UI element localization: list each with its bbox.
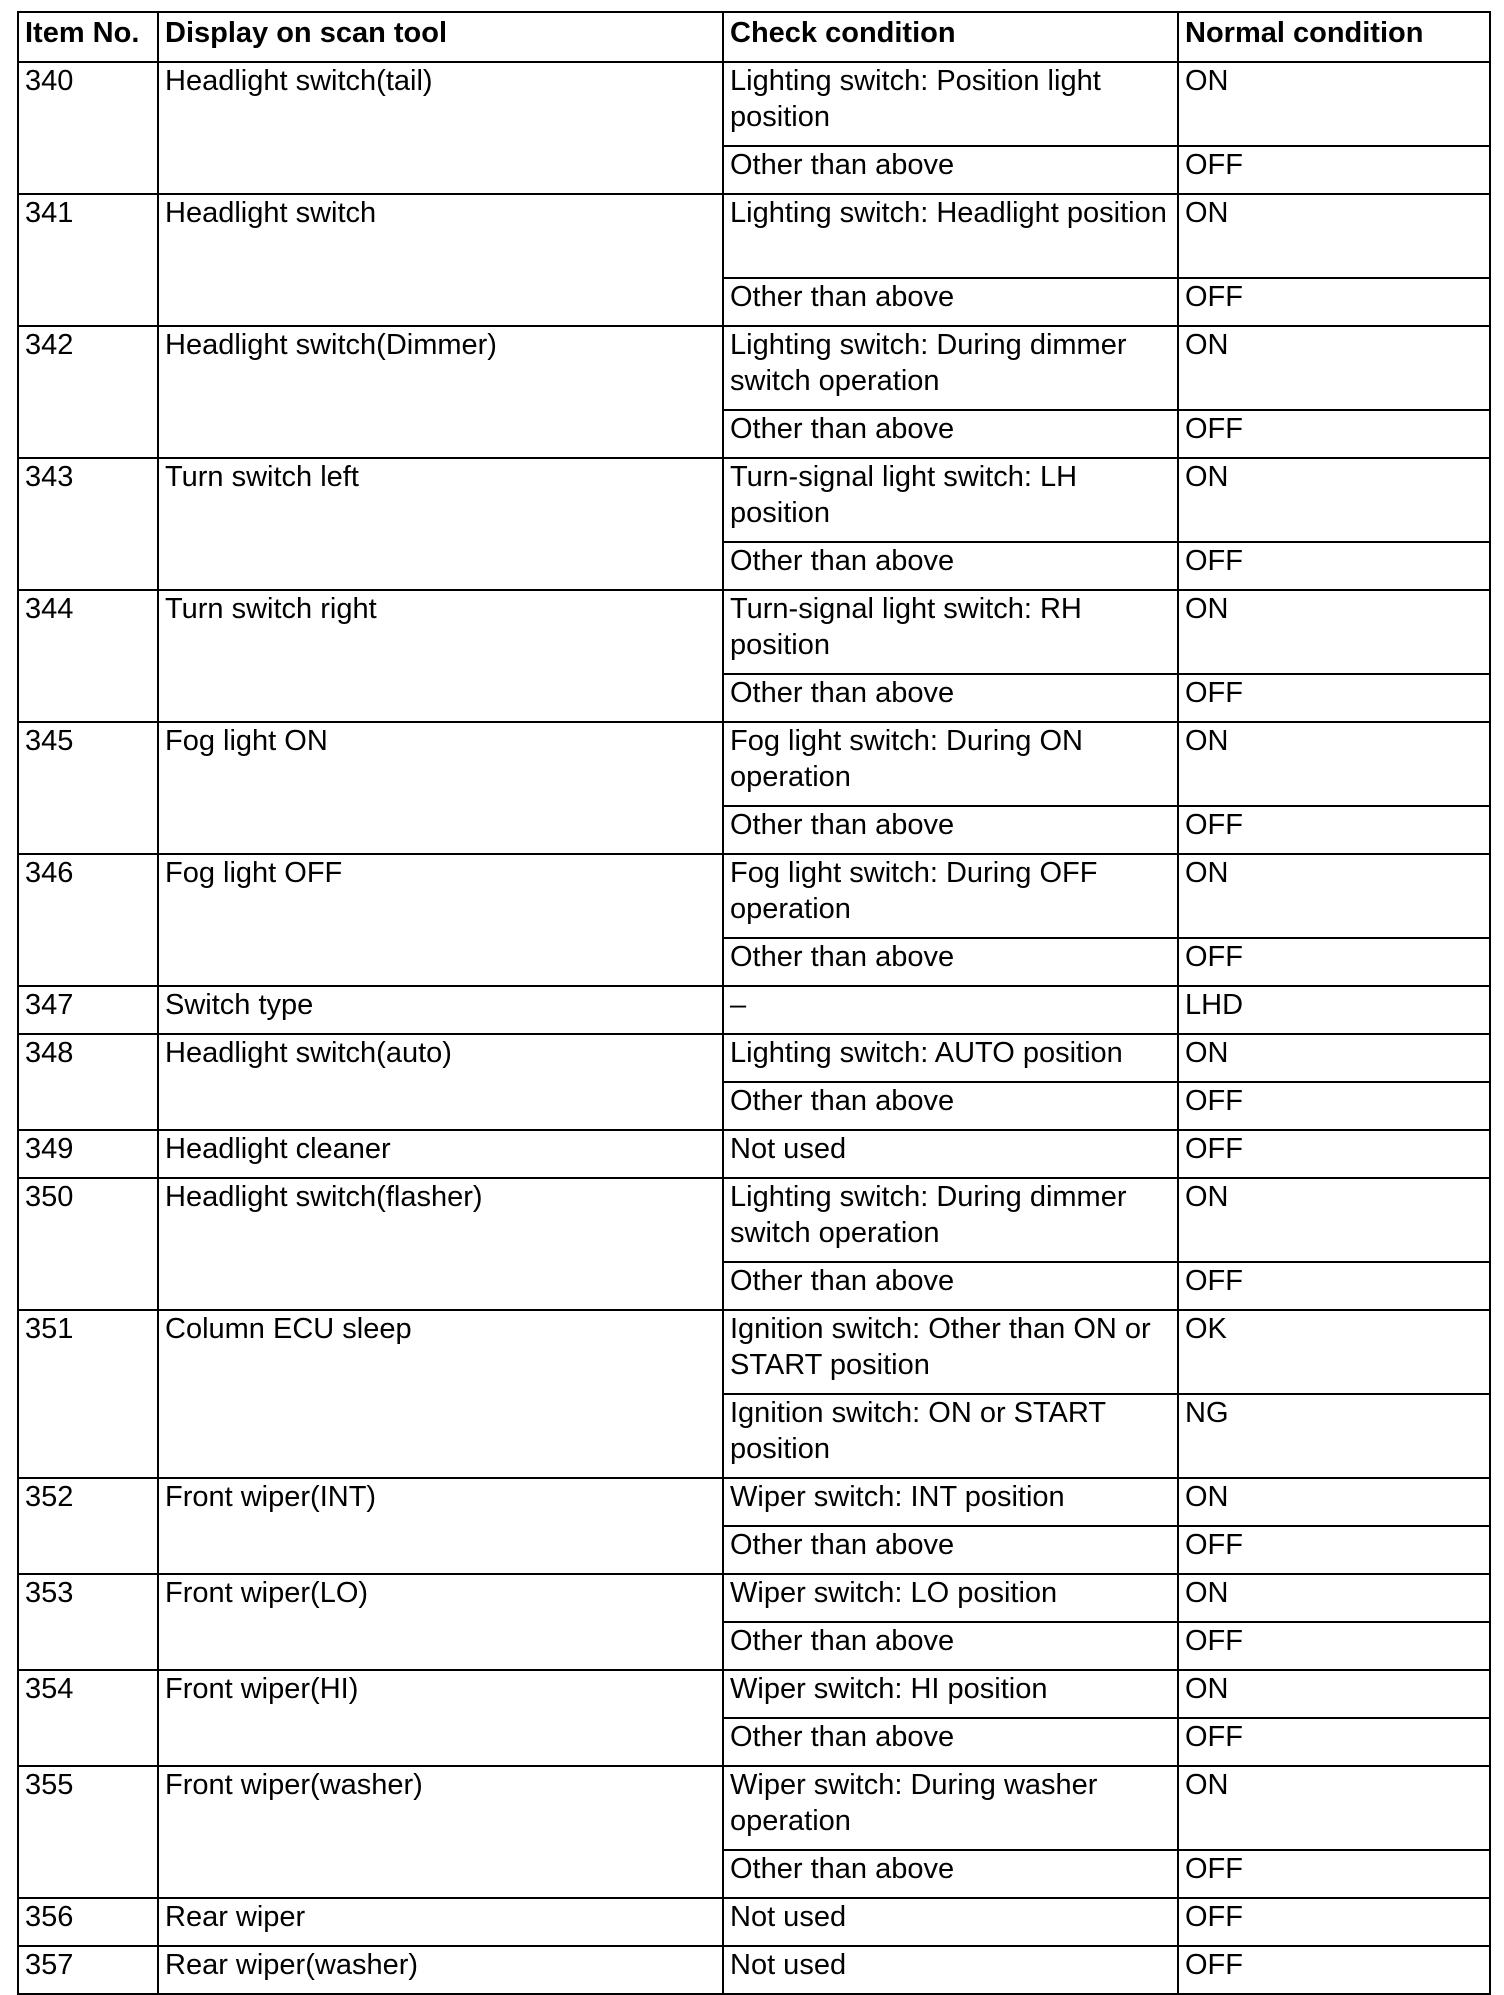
display-name-cell: Column ECU sleep — [158, 1310, 723, 1478]
table-row — [18, 722, 1490, 806]
check-condition-cell: Other than above — [723, 542, 1178, 590]
table-row — [18, 1574, 1490, 1622]
table-row — [18, 1310, 1490, 1394]
header-display-on-scan-tool: Display on scan tool — [158, 12, 723, 62]
check-condition-cell: Other than above — [723, 1526, 1178, 1574]
normal-condition-cell: ON — [1178, 1478, 1490, 1526]
normal-condition-cell: ON — [1178, 1574, 1490, 1622]
check-condition-cell: Not used — [723, 1946, 1178, 1994]
display-name-cell: Headlight cleaner — [158, 1130, 723, 1178]
check-condition-cell: Other than above — [723, 806, 1178, 854]
check-condition-cell: Other than above — [723, 674, 1178, 722]
display-name-cell: Fog light ON — [158, 722, 723, 854]
normal-condition-cell: OFF — [1178, 542, 1490, 590]
check-condition-cell: Other than above — [723, 278, 1178, 326]
check-condition-cell: Other than above — [723, 1622, 1178, 1670]
normal-condition-cell: OFF — [1178, 1130, 1490, 1178]
display-name-cell: Rear wiper — [158, 1898, 723, 1946]
display-name-cell: Front wiper(INT) — [158, 1478, 723, 1574]
data-monitor-table — [17, 11, 1491, 1995]
item-number-cell: 351 — [18, 1310, 158, 1478]
item-number-cell: 356 — [18, 1898, 158, 1946]
normal-condition-cell: ON — [1178, 1670, 1490, 1718]
item-number-cell: 353 — [18, 1574, 158, 1670]
check-condition-cell: Other than above — [723, 1850, 1178, 1898]
header-row — [18, 12, 1490, 62]
display-name-cell: Switch type — [158, 986, 723, 1034]
check-condition-cell: Other than above — [723, 1718, 1178, 1766]
normal-condition-cell: OK — [1178, 1310, 1490, 1394]
table-row — [18, 1034, 1490, 1082]
check-condition-cell: – — [723, 986, 1178, 1034]
normal-condition-cell: OFF — [1178, 1262, 1490, 1310]
table-row — [18, 1130, 1490, 1178]
display-name-cell: Front wiper(washer) — [158, 1766, 723, 1898]
item-number-cell: 355 — [18, 1766, 158, 1898]
item-number-cell: 343 — [18, 458, 158, 590]
item-number-cell: 346 — [18, 854, 158, 986]
normal-condition-cell: ON — [1178, 590, 1490, 674]
item-number-cell: 342 — [18, 326, 158, 458]
normal-condition-cell: ON — [1178, 1034, 1490, 1082]
item-number-cell: 352 — [18, 1478, 158, 1574]
normal-condition-cell: ON — [1178, 722, 1490, 806]
check-condition-cell: Turn-signal light switch: LH position — [723, 458, 1178, 542]
display-name-cell: Turn switch left — [158, 458, 723, 590]
display-name-cell: Fog light OFF — [158, 854, 723, 986]
check-condition-cell: Ignition switch: ON or START position — [723, 1394, 1178, 1478]
check-condition-cell: Wiper switch: LO position — [723, 1574, 1178, 1622]
table-row — [18, 62, 1490, 146]
normal-condition-cell: ON — [1178, 458, 1490, 542]
normal-condition-cell: NG — [1178, 1394, 1490, 1478]
normal-condition-cell: LHD — [1178, 986, 1490, 1034]
normal-condition-cell: OFF — [1178, 278, 1490, 326]
normal-condition-cell: OFF — [1178, 806, 1490, 854]
display-name-cell: Front wiper(LO) — [158, 1574, 723, 1670]
item-number-cell: 340 — [18, 62, 158, 194]
item-number-cell: 345 — [18, 722, 158, 854]
check-condition-cell: Other than above — [723, 1082, 1178, 1130]
display-name-cell: Turn switch right — [158, 590, 723, 722]
table-row — [18, 458, 1490, 542]
table-row — [18, 1898, 1490, 1946]
item-number-cell: 341 — [18, 194, 158, 326]
check-condition-cell: Other than above — [723, 1262, 1178, 1310]
table-row — [18, 326, 1490, 410]
item-number-cell: 344 — [18, 590, 158, 722]
normal-condition-cell: ON — [1178, 854, 1490, 938]
normal-condition-cell: OFF — [1178, 938, 1490, 986]
check-condition-cell: Other than above — [723, 938, 1178, 986]
normal-condition-cell: OFF — [1178, 410, 1490, 458]
table-row — [18, 986, 1490, 1034]
header-item-no: Item No. — [18, 12, 158, 62]
check-condition-cell: Lighting switch: Headlight position — [723, 194, 1178, 278]
check-condition-cell: Ignition switch: Other than ON or START position — [723, 1310, 1178, 1394]
normal-condition-cell: OFF — [1178, 146, 1490, 194]
header-normal-condition: Normal condition — [1178, 12, 1490, 62]
check-condition-cell: Fog light switch: During OFF operation — [723, 854, 1178, 938]
item-number-cell: 348 — [18, 1034, 158, 1130]
display-name-cell: Headlight switch(tail) — [158, 62, 723, 194]
check-condition-cell: Lighting switch: Position light position — [723, 62, 1178, 146]
check-condition-cell: Wiper switch: During washer operation — [723, 1766, 1178, 1850]
document-page — [17, 11, 1491, 1995]
check-condition-cell: Fog light switch: During ON operation — [723, 722, 1178, 806]
normal-condition-cell: OFF — [1178, 1622, 1490, 1670]
check-condition-cell: Lighting switch: AUTO position — [723, 1034, 1178, 1082]
display-name-cell: Rear wiper(washer) — [158, 1946, 723, 1994]
check-condition-cell: Not used — [723, 1130, 1178, 1178]
normal-condition-cell: OFF — [1178, 1526, 1490, 1574]
table-row — [18, 1178, 1490, 1262]
header-check-condition: Check condition — [723, 12, 1178, 62]
check-condition-cell: Not used — [723, 1898, 1178, 1946]
display-name-cell: Headlight switch(auto) — [158, 1034, 723, 1130]
normal-condition-cell: ON — [1178, 1766, 1490, 1850]
table-row — [18, 854, 1490, 938]
item-number-cell: 354 — [18, 1670, 158, 1766]
item-number-cell: 350 — [18, 1178, 158, 1310]
table-row — [18, 1478, 1490, 1526]
normal-condition-cell: ON — [1178, 194, 1490, 278]
check-condition-cell: Wiper switch: INT position — [723, 1478, 1178, 1526]
display-name-cell: Headlight switch(flasher) — [158, 1178, 723, 1310]
check-condition-cell: Other than above — [723, 410, 1178, 458]
check-condition-cell: Other than above — [723, 146, 1178, 194]
display-name-cell: Headlight switch — [158, 194, 723, 326]
table-row — [18, 1670, 1490, 1718]
item-number-cell: 347 — [18, 986, 158, 1034]
normal-condition-cell: ON — [1178, 62, 1490, 146]
check-condition-cell: Turn-signal light switch: RH position — [723, 590, 1178, 674]
normal-condition-cell: ON — [1178, 326, 1490, 410]
item-number-cell: 349 — [18, 1130, 158, 1178]
normal-condition-cell: OFF — [1178, 1850, 1490, 1898]
item-number-cell: 357 — [18, 1946, 158, 1994]
normal-condition-cell: OFF — [1178, 674, 1490, 722]
table-row — [18, 590, 1490, 674]
check-condition-cell: Lighting switch: During dimmer switch operation — [723, 1178, 1178, 1262]
display-name-cell: Front wiper(HI) — [158, 1670, 723, 1766]
table-row — [18, 1946, 1490, 1994]
display-name-cell: Headlight switch(Dimmer) — [158, 326, 723, 458]
table-header — [18, 12, 1490, 62]
table-row — [18, 194, 1490, 278]
table-body — [18, 62, 1490, 1994]
normal-condition-cell: OFF — [1178, 1082, 1490, 1130]
normal-condition-cell: ON — [1178, 1178, 1490, 1262]
check-condition-cell: Wiper switch: HI position — [723, 1670, 1178, 1718]
table-row — [18, 1766, 1490, 1850]
normal-condition-cell: OFF — [1178, 1898, 1490, 1946]
normal-condition-cell: OFF — [1178, 1946, 1490, 1994]
check-condition-cell: Lighting switch: During dimmer switch operation — [723, 326, 1178, 410]
normal-condition-cell: OFF — [1178, 1718, 1490, 1766]
